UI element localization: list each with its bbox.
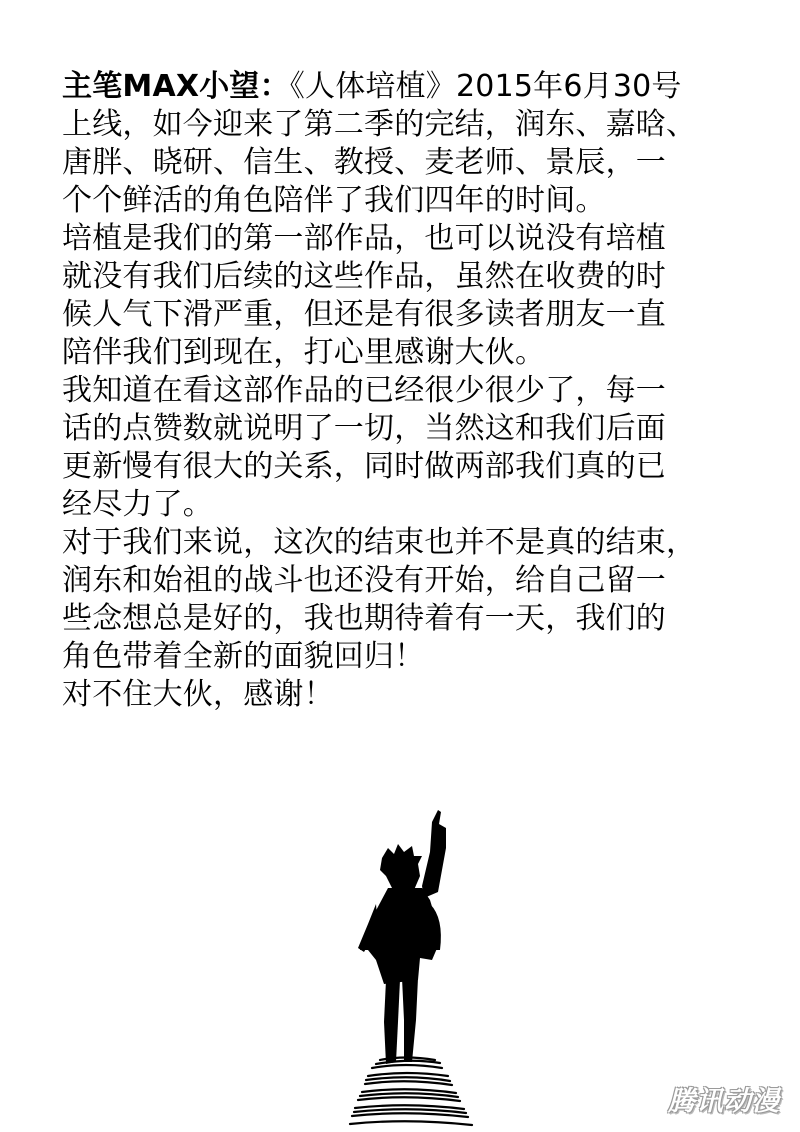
note-line: 对于我们来说，这次的结束也并不是真的结束， [62, 525, 697, 560]
ground-scribble [350, 1058, 472, 1126]
note-line: 我知道在看这部作品的已经很少很少了，每一 [62, 373, 666, 408]
note-line-text: 《人体培植》2015年6月30号 [289, 69, 682, 104]
author-name: 主笔MAX小望： [62, 69, 290, 104]
note-line: 话的点赞数就说明了一切，当然这和我们后面 [62, 411, 666, 446]
note-line: 对不住大伙，感谢！ [62, 677, 334, 712]
note-line: 经尽力了。 [62, 487, 213, 522]
note-line: 就没有我们后续的这些作品，虽然在收费的时 [62, 259, 666, 294]
person-silhouette [358, 810, 446, 1064]
note-line: 更新慢有很大的关系，同时做两部我们真的已 [62, 449, 666, 484]
note-line: 候人气下滑严重，但还是有很多读者朋友一直 [62, 297, 666, 332]
author-note [62, 68, 762, 714]
note-line: 上线，如今迎来了第二季的完结，润东、嘉晗、 [62, 107, 697, 142]
note-line [62, 68, 762, 106]
note-line: 角色带着全新的面貌回归！ [62, 639, 425, 674]
note-line: 个个鲜活的角色陪伴了我们四年的时间。 [62, 183, 606, 218]
tencent-comics-watermark: 腾讯动漫 [668, 1086, 780, 1117]
silhouette-illustration [310, 800, 500, 1130]
note-line: 唐胖、晓研、信生、教授、麦老师、景辰，一 [62, 145, 666, 180]
note-line: 陪伴我们到现在，打心里感谢大伙。 [62, 335, 546, 370]
note-line: 润东和始祖的战斗也还没有开始，给自己留一 [62, 563, 666, 598]
note-line: 些念想总是好的，我也期待着有一天，我们的 [62, 601, 666, 636]
note-line: 培植是我们的第一部作品，也可以说没有培植 [62, 221, 666, 256]
